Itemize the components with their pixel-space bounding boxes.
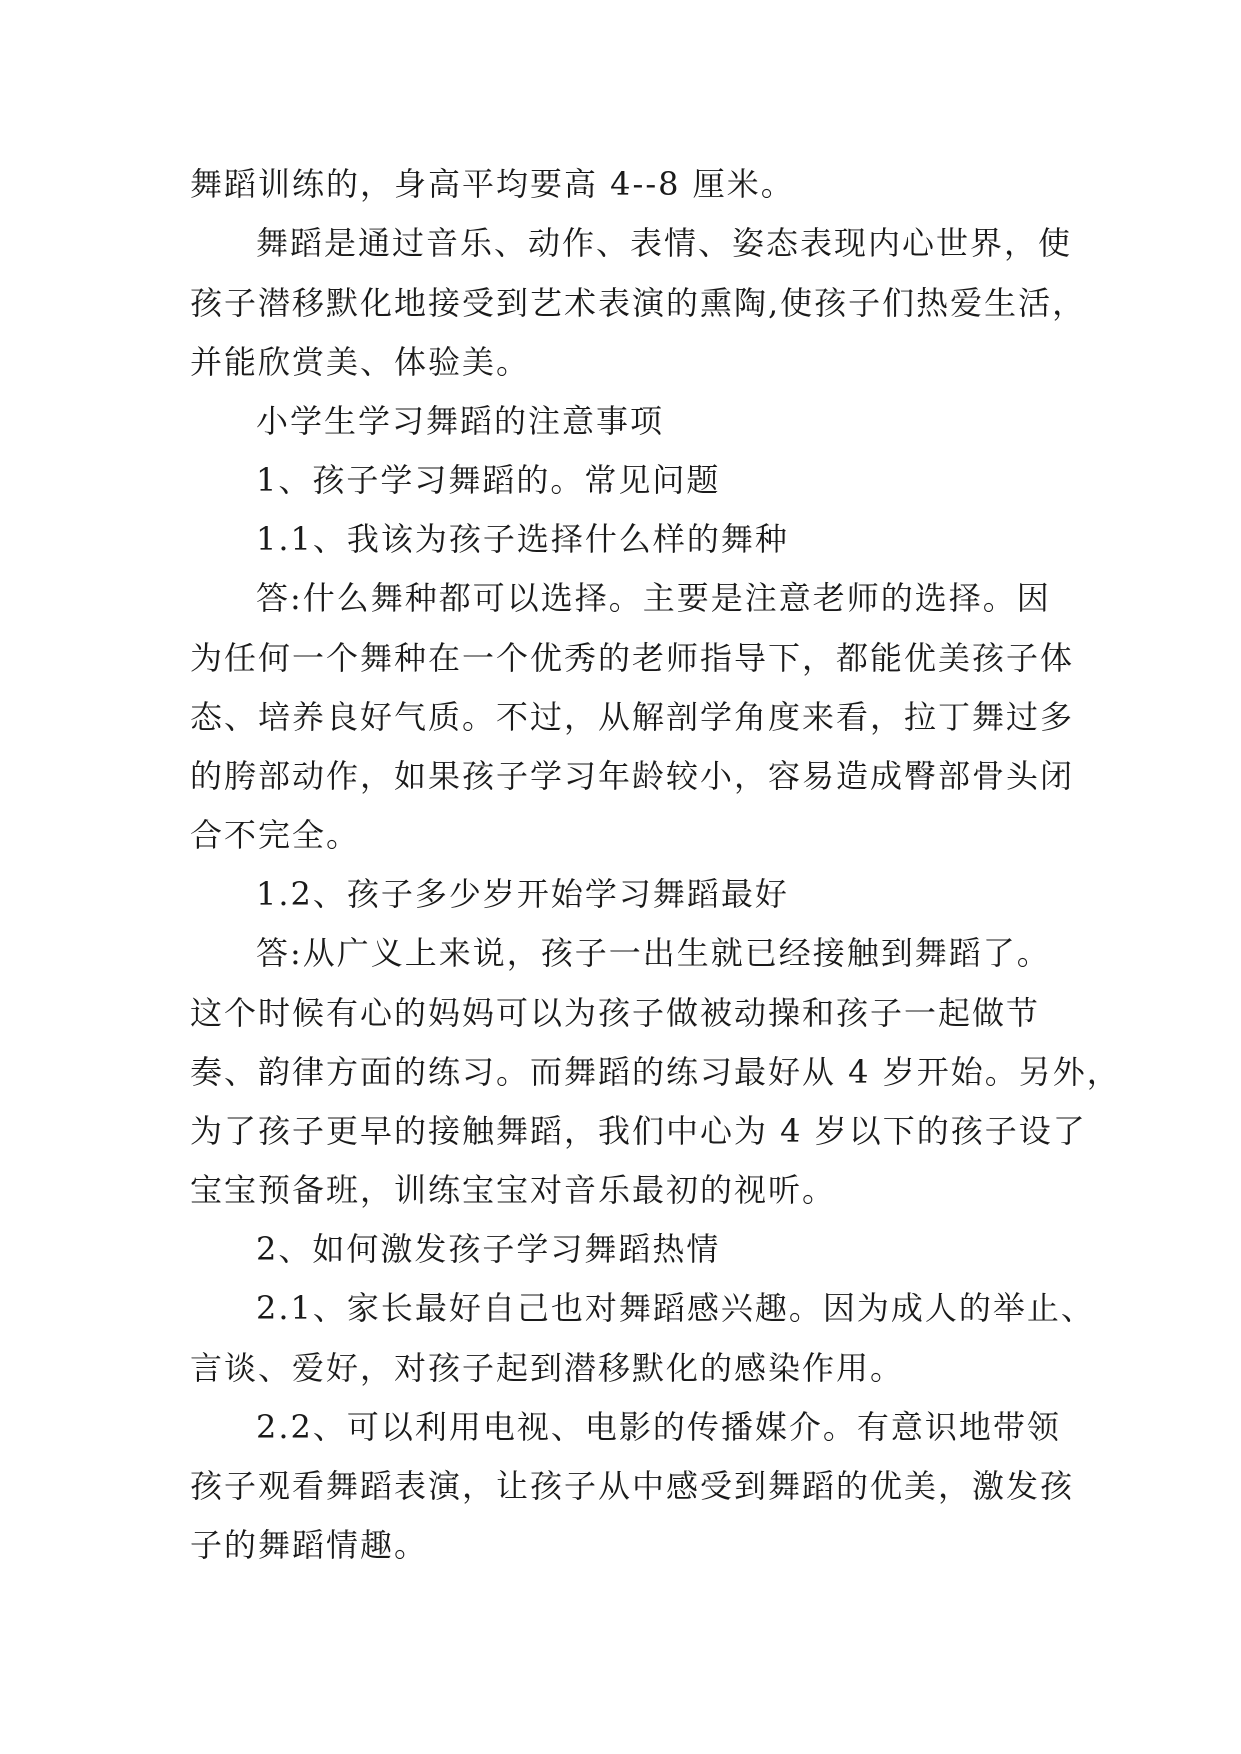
text-line: 奏、韵律方面的练习。而舞蹈的练习最好从 4 岁开始。另外， xyxy=(190,1053,1121,1091)
section-heading: 小学生学习舞蹈的注意事项 xyxy=(256,402,665,440)
question-heading: 1.2、孩子多少岁开始学习舞蹈最好 xyxy=(256,875,789,913)
text-line: 孩子潜移默化地接受到艺术表演的熏陶,使孩子们热爱生活， xyxy=(190,284,1087,322)
answer-line: 答:什么舞种都可以选择。主要是注意老师的选择。因 xyxy=(256,579,1051,617)
subheading: 1、孩子学习舞蹈的。常见问题 xyxy=(256,461,721,499)
subheading: 2、如何激发孩子学习舞蹈热情 xyxy=(256,1230,721,1268)
paragraph-line: 2.2、可以利用电视、电影的传播媒介。有意识地带领 xyxy=(256,1408,1061,1446)
text-line: 为任何一个舞种在一个优秀的老师指导下，都能优美孩子体 xyxy=(190,639,1075,677)
text-line: 子的舞蹈情趣。 xyxy=(190,1526,429,1564)
paragraph-line: 2.1、家长最好自己也对舞蹈感兴趣。因为成人的举止、 xyxy=(256,1289,1095,1327)
paragraph-line: 舞蹈是通过音乐、动作、表情、姿态表现内心世界，使 xyxy=(256,224,1073,262)
text-line: 合不完全。 xyxy=(190,816,361,854)
text-line: 为了孩子更早的接触舞蹈，我们中心为 4 岁以下的孩子设了 xyxy=(190,1112,1087,1150)
text-line: 宝宝预备班，训练宝宝对音乐最初的视听。 xyxy=(190,1171,837,1209)
question-heading: 1.1、我该为孩子选择什么样的舞种 xyxy=(256,520,789,558)
text-line: 并能欣赏美、体验美。 xyxy=(190,343,531,381)
text-line: 态、培养良好气质。不过，从解剖学角度来看，拉丁舞过多 xyxy=(190,698,1075,736)
text-line: 孩子观看舞蹈表演，让孩子从中感受到舞蹈的优美，激发孩 xyxy=(190,1467,1075,1505)
text-line: 这个时候有心的妈妈可以为孩子做被动操和孩子一起做节 xyxy=(190,994,1041,1032)
answer-line: 答:从广义上来说，孩子一出生就已经接触到舞蹈了。 xyxy=(256,934,1051,972)
text-line: 的胯部动作，如果孩子学习年龄较小，容易造成臀部骨头闭 xyxy=(190,757,1075,795)
text-line: 言谈、爱好，对孩子起到潜移默化的感染作用。 xyxy=(190,1349,905,1387)
text-line: 舞蹈训练的，身高平均要高 4--8 厘米。 xyxy=(190,165,795,203)
